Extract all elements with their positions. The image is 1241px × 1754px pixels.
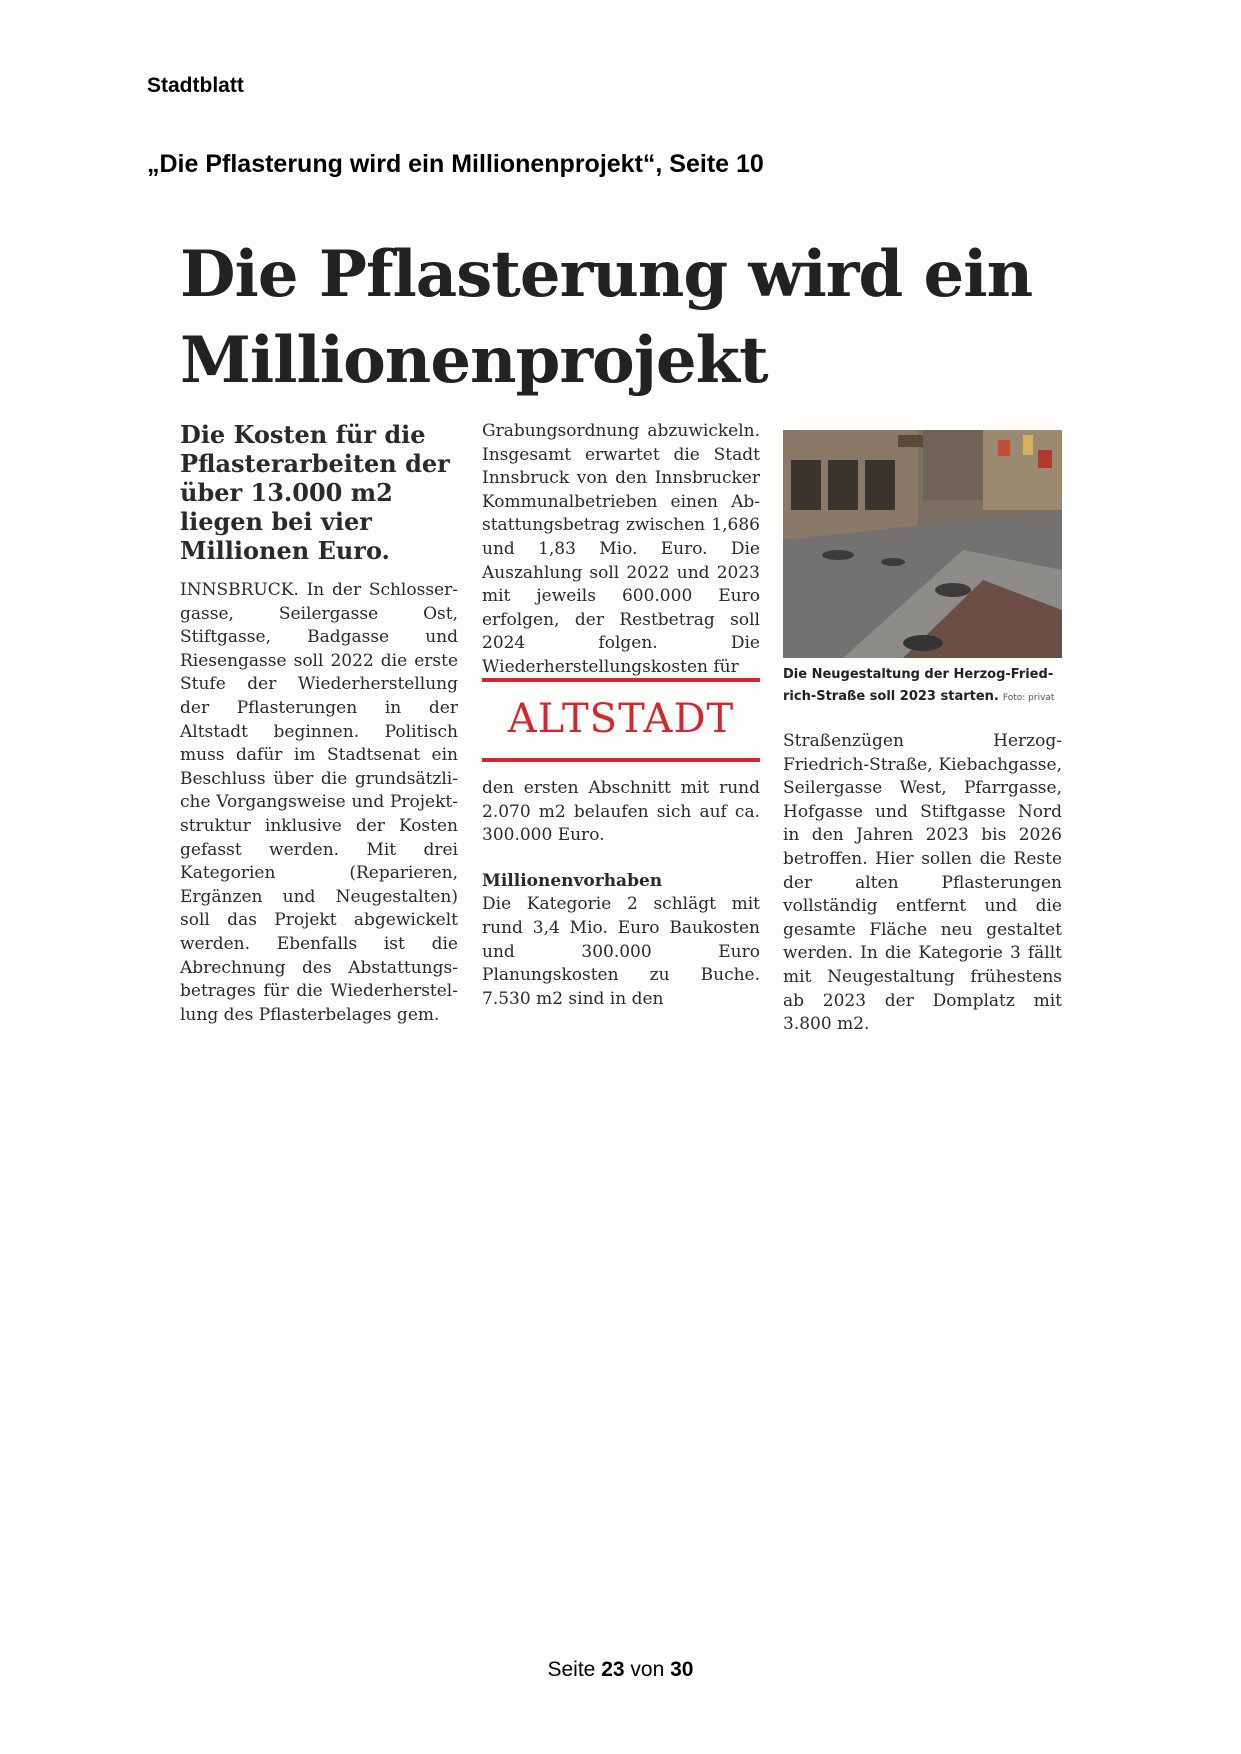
caption-text: Die Neugestaltung der Herzog-Friedrich-Straße soll 2023 starten.	[783, 667, 1054, 704]
page-footer	[0, 1658, 1241, 1682]
column-3	[783, 730, 1062, 1037]
column-2-sub-text: Die Kategorie 2 schlägt mit rund 3,4 Mio. Euro Baukosten und 300.000 Euro Planungskosten zu Buche. 7.530 m2 sind in den	[482, 894, 760, 1009]
column-2	[482, 420, 760, 680]
column-2-bottom-text: den ersten Abschnitt mit rund 2.070 m2 belaufen sich auf ca. 300.000 Euro.	[482, 778, 760, 846]
footer-prefix: Seite	[547, 1658, 596, 1681]
article-reference: „Die Pflasterung wird ein Millionenprojekt“, Seite 10	[147, 150, 764, 178]
column-1-body: INNSBRUCK. In der Schlossergasse, Seilergasse Ost, Stiftgasse, Badgasse und Riesengasse soll 2022 die erste Stufe der Wiederherstellung der Pflasterungen in der Altstadt beginnen. Politisch muss dafür im Stadtsenat ein Beschluss über die grundsätzliche Vorgangsweise und Projektstruktur inklusive der Kosten gefasst werden. Mit drei Kategorien (Reparieren, Ergänzen und Neugestalten) soll das Projekt abgewickelt werden. Ebenfalls ist die Abrechnung des Abstattungsbetrages für die Wiederherstellung des Pflasterbelages gem.	[180, 580, 458, 1025]
current-page: 23	[601, 1658, 625, 1681]
section-label-box	[482, 678, 760, 762]
article-headline: Die Pflasterung wird ein Millionenprojekt	[180, 237, 1033, 398]
photo-caption	[783, 664, 1062, 709]
column-2-bottom	[482, 777, 760, 1011]
article-lead: Die Kosten für die Pflasterarbeiten der über 13.000 m2 liegen bei vier Millionen Euro.	[180, 420, 450, 565]
total-pages: 30	[670, 1658, 694, 1681]
column-2-top-text: Grabungsordnung abzuwickeln. Insgesamt erwartet die Stadt Innsbruck von den Innsbrucker Kommunalbetrieben einen Abstattungsbetrag zwischen 1,686 und 1,83 Mio. Euro. Die Auszahlung soll 2022 und 2023 mit jeweils 600.000 Euro erfolgen, der Restbetrag soll 2024 folgen. Die Wiederherstellungskosten für	[482, 421, 760, 677]
footer-middle: von	[630, 1658, 665, 1681]
source-label: Stadtblatt	[147, 74, 244, 97]
photo-credit: Foto: privat	[1002, 693, 1055, 703]
column-3-body: Straßenzügen Herzog-Friedrich-Straße, Kiebachgasse, Seilergasse West, Pfarrgasse, Hofgasse und Stiftgasse Nord in den Jahren 2023 bis 2026 betroffen. Hier sollen die Reste der alten Pflasterungen vollständig entfernt und die gesamte Fläche neu gestaltet werden. In die Kategorie 3 fällt mit Neugestaltung frühestens ab 2023 der Domplatz mit 3.800 m2.	[783, 731, 1062, 1035]
section-label: ALTSTADT	[507, 696, 735, 742]
street-photo	[783, 430, 1062, 658]
newspaper-clipping	[180, 232, 1062, 1035]
subheading: Millionenvorhaben	[482, 870, 663, 891]
column-1	[180, 420, 458, 1027]
divider-top	[482, 678, 760, 682]
divider-bottom	[482, 758, 760, 762]
